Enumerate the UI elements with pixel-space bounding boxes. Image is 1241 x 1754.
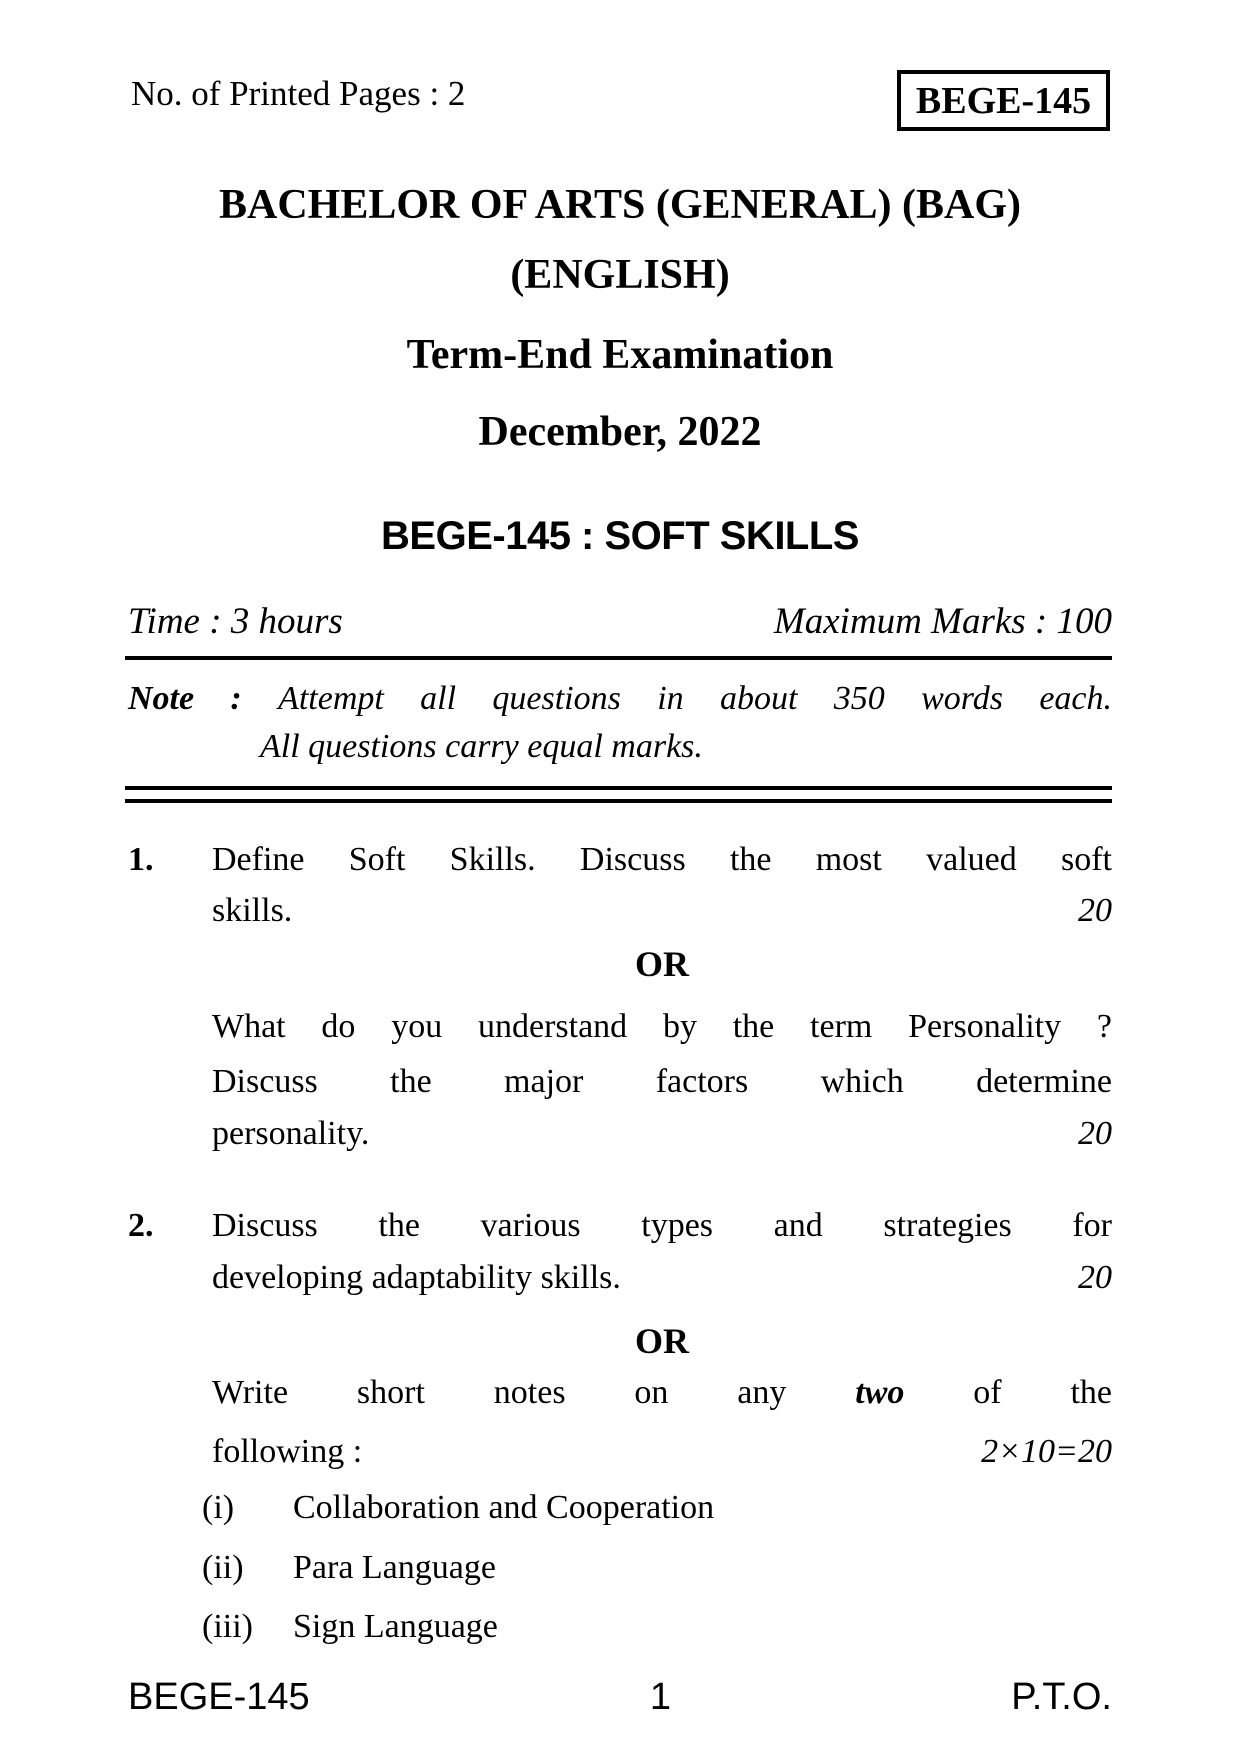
list-item-2-label: (ii): [202, 1549, 244, 1586]
list-item-3-label: (iii): [202, 1608, 253, 1645]
list-item-3-text: Sign Language: [293, 1608, 498, 1645]
exam-title-degree: BACHELOR OF ARTS (GENERAL) (BAG): [218, 182, 1022, 228]
question-2-line2-row: [212, 1252, 1112, 1303]
course-code-box: [897, 70, 1110, 131]
question-2-alt-post: of the: [973, 1374, 1112, 1411]
list-item: [202, 1482, 1112, 1533]
question-1-number: 1.: [128, 841, 154, 878]
question-2-alt-marks: 2×10=20: [981, 1433, 1112, 1470]
question-1-alt-line2: Discuss the major factors which determine: [212, 1063, 1112, 1100]
note-line1: [128, 673, 1112, 724]
horizontal-rule: [125, 656, 1112, 660]
double-horizontal-rule: [125, 786, 1112, 803]
question-2-alt-line2: following :: [212, 1433, 363, 1470]
page-footer: [128, 1672, 1112, 1723]
question-2-alt-line2-row: [212, 1426, 1112, 1477]
question-2-alt-pre: Write short notes on any: [212, 1374, 787, 1411]
exam-title-term: Term-End Examination: [406, 332, 834, 378]
question-2-or-label: OR: [635, 1321, 689, 1361]
question-1-line2-row: [212, 885, 1112, 936]
question-2-line1: Discuss the various types and strategies for: [212, 1207, 1112, 1244]
question-1-alt-line3: personality.: [212, 1115, 370, 1152]
question-2-alt-line1: [212, 1367, 1112, 1418]
question-1-line2: skills.: [212, 892, 293, 929]
list-item-1-label: (i): [202, 1489, 235, 1526]
maximum-marks-label: Maximum Marks : 100: [773, 601, 1112, 642]
question-2-line2: developing adaptability skills.: [212, 1259, 621, 1296]
question-2-number: 2.: [128, 1207, 154, 1244]
question-1-alt-line3-row: [212, 1108, 1112, 1159]
question-1-alt-line1: What do you understand by the term Personality ?: [212, 1008, 1112, 1045]
question-1-marks: 20: [1078, 892, 1112, 929]
course-code-box-label: BEGE-145: [915, 79, 1092, 122]
footer-course-code: BEGE-145: [128, 1676, 310, 1718]
list-item-1-text: Collaboration and Cooperation: [293, 1489, 715, 1526]
footer-pto-label: P.T.O.: [1011, 1676, 1112, 1718]
question-1-or-label: OR: [635, 944, 689, 984]
note-text-line1: Attempt all questions in about 350 words each.: [278, 680, 1112, 717]
question-1-line1: Define Soft Skills. Discuss the most valued soft: [212, 841, 1112, 878]
printed-pages-label: No. of Printed Pages : 2: [131, 74, 466, 113]
question-1-alt-marks: 20: [1078, 1115, 1112, 1152]
exam-title-stream: (ENGLISH): [510, 252, 730, 298]
time-label: Time : 3 hours: [128, 601, 343, 642]
list-item-2-text: Para Language: [293, 1549, 496, 1586]
subject-line: BEGE-145 : SOFT SKILLS: [381, 514, 859, 558]
note-label: Note :: [128, 680, 242, 717]
question-2-alt-emphasis: two: [855, 1374, 905, 1411]
note-text-line2: All questions carry equal marks.: [260, 728, 703, 765]
footer-page-number: 1: [649, 1676, 672, 1718]
list-item: [202, 1542, 1112, 1593]
question-2-marks: 20: [1078, 1259, 1112, 1296]
exam-title-session: December, 2022: [478, 409, 762, 455]
time-marks-row: [128, 596, 1112, 647]
list-item: [202, 1601, 1112, 1652]
